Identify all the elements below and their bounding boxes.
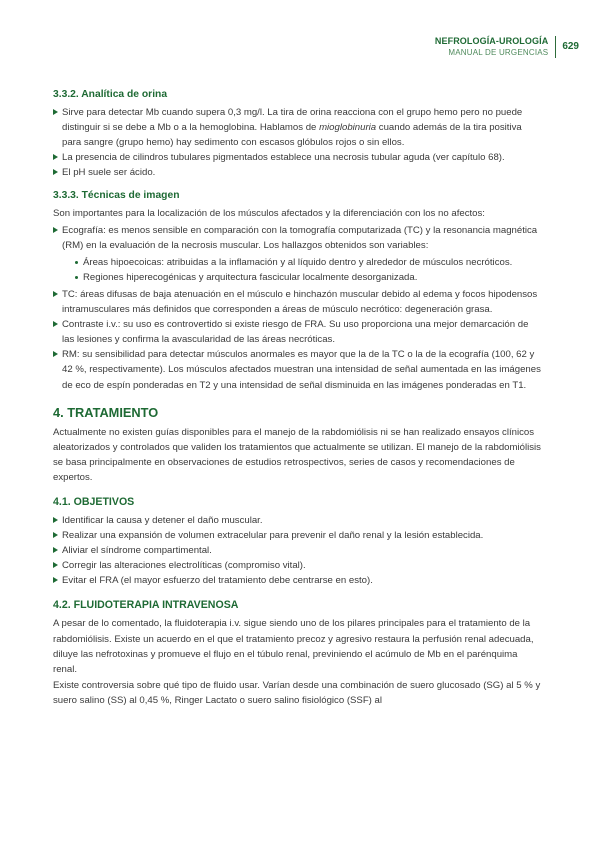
text-ecografia: Ecografía: es menos sensible en comparación con la tomografía computarizada (TC) y la resonancia magnética (RM) en la evaluación de la necrosis muscular. Los hallazgos obtenidos son variables: [62,224,538,251]
page-content [53,87,542,709]
orina-bullet-list [53,105,542,180]
paragraph-tratamiento: Actualmente no existen guías disponibles para el manejo de la rabdomiólisis ni se han realizado ensayos clínicos aleatorizados y controlados que validen los tratamientos que actualmente se utilizan. El manejo de la rabdomiólisis se basa principalmente en observaciones de estudios retrospectivos, series de casos y recomendaciones de expertos. [53,426,541,483]
heading-objetivos: 4.1. OBJETIVOS [53,495,135,508]
text-run: cuando además de la tira positiva para sangre (grupo hemo) hay sedimento con escasos glóbulos rojos o sin ellos. [62,122,522,149]
imagen-bullet-list [53,223,542,393]
header-section-title: NEFROLOGÍA-UROLOGÍA [434,36,549,46]
list-item [53,223,542,285]
list-item: La presencia de cilindros tubulares pigmentados establece una necrosis tubular aguda (ver capítulo 68). [53,150,542,165]
objetivos-list [53,513,542,588]
list-item: Corregir las alteraciones electrolíticas (compromiso vital). [53,558,542,573]
list-item: Realizar una expansión de volumen extracelular para prevenir el daño renal y la lesión establecida. [53,528,542,543]
paragraph-fluidoterapia-2: Existe controversia sobre qué tipo de fluido usar. Varían desde una combinación de suero glucosado (SG) al 5 % y suero salino (SS) al 0,45 %, Ringer Lactato o suero salino fisiológico (SSF) al [53,679,541,706]
list-item: Contraste i.v.: su uso es controvertido si existe riesgo de FRA. Su uso proporciona una mejor demarcación de las lesiones y confirma la avascularidad de las áreas necróticas. [53,317,542,347]
heading-tecnicas-imagen: 3.3.3. Técnicas de imagen [53,190,180,202]
header-text-block [435,36,556,58]
heading-tratamiento: 4. TRATAMIENTO [53,404,159,420]
list-item: Identificar la causa y detener el daño muscular. [53,513,542,528]
list-item: El pH suele ser ácido. [53,165,542,180]
header-subtitle: MANUAL DE URGENCIAS [448,48,549,57]
paragraph-fluidoterapia-1: A pesar de lo comentado, la fluidoterapia i.v. sigue siendo uno de los pilares principales para el tratamiento de la rabdomiólisis. Existe un acuerdo en el que el tratamiento precoz y agresivo restaura la perfusión renal adecuada, diluye las nefrotoxinas y promueve el flujo en el túbulo renal, previniendo el acúmulo de Mb en el parénquima renal. [53,618,534,675]
paragraph-intro-imagen: Son importantes para la localización de los músculos afectados y la diferenciación con los no afectos: [53,208,485,220]
list-item: Evitar el FRA (el mayor esfuerzo del tratamiento debe centrarse en esto). [53,573,542,588]
sub-list-item: Áreas hipoecoicas: atribuidas a la inflamación y al líquido dentro y alrededor de músculos necróticos. [74,255,542,270]
list-item: TC: áreas difusas de baja atenuación en el músculo e hinchazón muscular debido al edema y focos hipodensos intramusculares más definidos que corresponden a áreas de músculo necrótico: degeneración grasa. [53,287,542,317]
heading-analitica-orina: 3.3.2. Analítica de orina [53,89,168,100]
list-item: Aliviar el síndrome compartimental. [53,543,542,558]
list-item [53,105,542,150]
text-run: Sirve para detectar Mb cuando supera 0,3 mg/l. La tira de orina reacciona con el grupo hemo pero no puede distinguir si se debe a Mb o a la hemoglobina. Hablamos de [62,107,523,134]
list-item: RM: su sensibilidad para detectar músculos anormales es mayor que la de la TC o la de la ecografía (100, 62 y 42 %, respectivamente). Los músculos afectados muestran una intensidad de señal aumentada en las imágenes de eco de espín ponderadas en T2 y una intensidad de señal disminuida en las imágenes ponderadas en T1. [53,347,542,392]
running-header [435,36,579,58]
ecografia-sub-list [74,255,542,285]
page-number: 629 [562,41,579,52]
sub-list-item: Regiones hiperecogénicas y arquitectura fascicular localmente desorganizada. [74,270,542,285]
term-mioglobinuria: mioglobinuria [319,122,377,134]
heading-fluidoterapia: 4.2. FLUIDOTERAPIA INTRAVENOSA [53,599,239,612]
